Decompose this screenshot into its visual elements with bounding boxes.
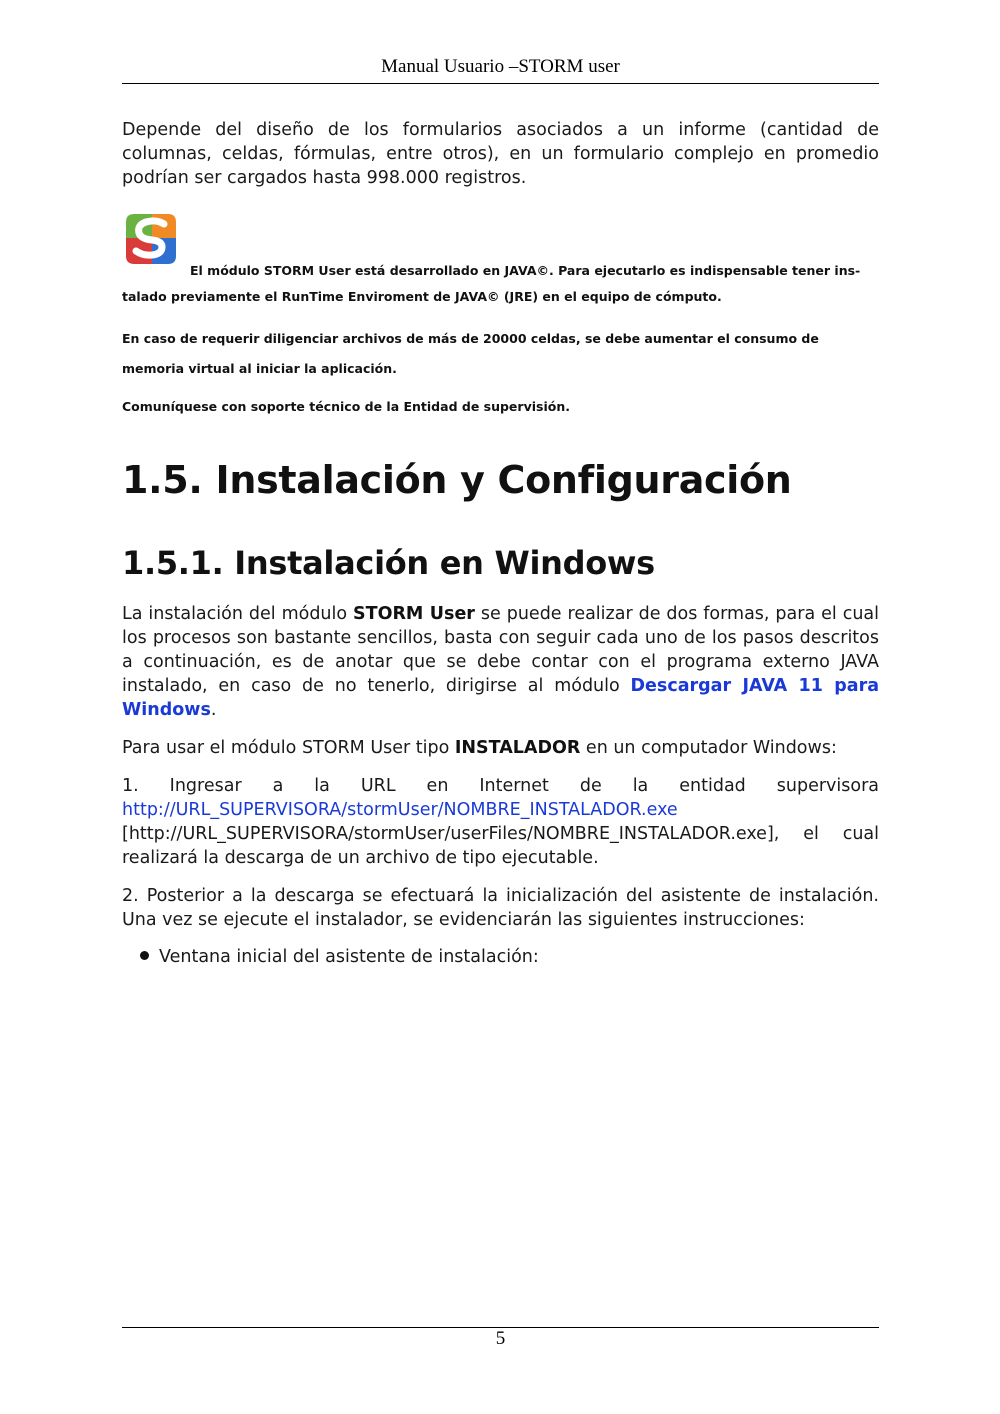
bullet-icon: [140, 951, 149, 960]
intro-paragraph: Depende del diseño de los formularios asociados a un informe (cantidad de columnas, celdas, fórmulas, entre otros), en un formulario complejo en promedio podrían ser cargados hasta 998.000 registros.: [122, 120, 879, 188]
page-number: 5: [495, 1328, 506, 1349]
installer-usage-paragraph: [122, 736, 879, 760]
p1-text-middle: se puede realizar de dos formas, para el cual los procesos son bastante sencillos, basta con seguir cada uno de los pasos descritos a continuación, es de anotar que se debe contar con el programa externo JAVA instalado, en caso de no tenerlo, dirigirse al módulo: [122, 604, 879, 696]
memory-note: En caso de requerir diligenciar archivos de más de 20000 celdas, se debe aumentar el consumo de memoria virtual al iniciar la aplicación.: [122, 331, 819, 376]
p1-text-after: .: [210, 700, 217, 720]
p3-text-before: 1. Ingresar a la URL en Internet de la entidad supervisora: [122, 776, 879, 796]
list-item: [140, 945, 880, 969]
installer-url-link[interactable]: http://URL_SUPERVISORA/stormUser/NOMBRE_INSTALADOR.exe: [122, 800, 678, 820]
p1-text-before: La instalación del módulo: [122, 604, 354, 624]
step-1-paragraph: [122, 774, 879, 870]
java-requirement-note-line1: El módulo STORM User está desarrollado en JAVA©. Para ejecutarlo es indispensable tener ins-: [190, 263, 861, 278]
p2-text-after: en un computador Windows:: [580, 738, 837, 758]
storm-user-strong: STORM User: [353, 604, 475, 624]
storm-logo-icon: [122, 210, 180, 268]
section-heading: 1.5. Instalación y Configuración: [122, 458, 792, 502]
java-requirement-note-line2: talado previamente el RunTime Enviroment de JAVA© (JRE) en el equipo de cómputo.: [122, 289, 722, 304]
list-item-text: Ventana inicial del asistente de instalación:: [159, 947, 539, 967]
p3-text-after: [http://URL_SUPERVISORA/stormUser/userFiles/NOMBRE_INSTALADOR.exe], el cual realizará la descarga de un archivo de tipo ejecutable.: [122, 824, 879, 868]
running-header: Manual Usuario –STORM user: [381, 56, 620, 77]
support-note: Comuníquese con soporte técnico de la Entidad de supervisión.: [122, 399, 570, 414]
subsection-heading: 1.5.1. Instalación en Windows: [122, 544, 655, 582]
installer-strong: INSTALADOR: [454, 738, 581, 758]
header-rule: [122, 83, 879, 84]
installation-paragraph: [122, 602, 879, 722]
download-java-link[interactable]: Descargar JAVA 11 para Windows: [122, 676, 880, 720]
step-2-paragraph: 2. Posterior a la descarga se efectuará la inicialización del asistente de instalación. Una vez se ejecute el instalador, se evidenciarán las siguientes instrucciones:: [122, 886, 879, 930]
p2-text-before: Para usar el módulo STORM User tipo: [122, 738, 455, 758]
